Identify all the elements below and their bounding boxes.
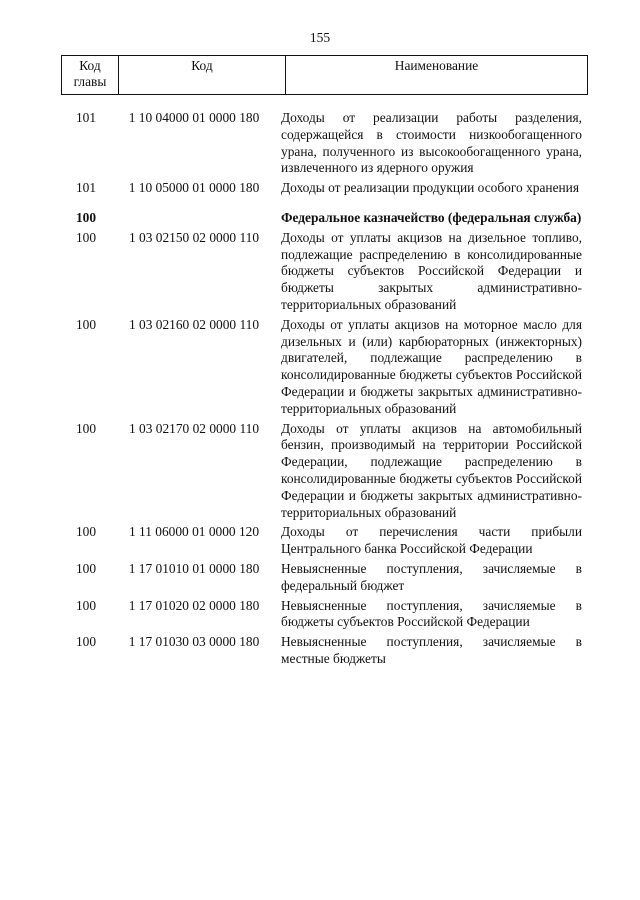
revenue-code: 1 10 05000 01 0000 180 (128, 180, 260, 196)
revenue-code: 1 03 02160 02 0000 110 (128, 316, 260, 332)
header-chapter-code: Код главы (62, 56, 119, 95)
revenue-name: Доходы от уплаты акцизов на автомобильный бензин, производимый на территории Российской Федерации, подлежащие распределению в консолидированные бюджеты субъектов Российской Федерации и бюджеты закрытых административно-территориальных образований (281, 420, 582, 520)
chapter-code: 100 (75, 229, 97, 245)
revenue-name: Доходы от уплаты акцизов на моторное масло для дизельных и (или) карбюраторных (инжекторных) двигателей, подлежащие распределению в консолидированные бюджеты субъектов Российской Федерации и бюджеты закрытых административно-территориальных образований (281, 316, 582, 416)
chapter-code: 100 (75, 524, 97, 540)
revenue-name: Невыясненные поступления, зачисляемые в бюджеты субъектов Российской Федерации (281, 597, 582, 630)
table-row (61, 634, 586, 668)
chapter-code: 100 (75, 634, 97, 650)
table-row (61, 421, 586, 522)
header-name: Наименование (286, 56, 588, 95)
revenue-code: 1 03 02170 02 0000 110 (128, 420, 260, 436)
section-heading-row (61, 210, 586, 227)
revenue-code: 1 11 06000 01 0000 120 (128, 524, 260, 540)
table-body (61, 110, 586, 671)
chapter-code: 100 (75, 597, 97, 613)
table-row (61, 180, 586, 197)
revenue-code: 1 17 01020 02 0000 180 (128, 597, 260, 613)
chapter-code: 100 (75, 209, 97, 225)
revenue-name: Доходы от перечисления части прибыли Центрального банка Российской Федерации (281, 524, 582, 557)
revenue-name: Доходы от реализации продукции особого хранения (281, 180, 579, 196)
table-row (61, 598, 586, 632)
revenue-name: Доходы от реализации работы разделения, содержащейся в стоимости низкообогащенного урана, полученного из высокообогащенного урана, извлеченного из ядерного оружия (281, 110, 582, 176)
section-title: Федеральное казначейство (федеральная служба) (281, 209, 582, 225)
table-row (61, 524, 586, 558)
chapter-code: 100 (75, 316, 97, 332)
revenue-code (111, 210, 277, 227)
revenue-code: 1 10 04000 01 0000 180 (128, 110, 260, 125)
revenue-name: Невыясненные поступления, зачисляемые в федеральный бюджет (281, 560, 582, 593)
table-row (61, 230, 586, 314)
revenue-name: Невыясненные поступления, зачисляемые в местные бюджеты (281, 634, 582, 666)
revenue-code: 1 17 01030 03 0000 180 (128, 634, 260, 650)
chapter-code: 101 (75, 110, 97, 125)
table-row (61, 561, 586, 595)
revenue-code: 1 17 01010 01 0000 180 (128, 560, 260, 576)
revenue-code: 1 03 02150 02 0000 110 (128, 229, 260, 245)
chapter-code: 101 (75, 180, 97, 196)
table-header (61, 55, 588, 95)
chapter-code: 100 (75, 420, 97, 436)
header-code: Код (119, 56, 286, 95)
table-row (61, 317, 586, 418)
chapter-code: 100 (75, 560, 97, 576)
revenue-name: Доходы от уплаты акцизов на дизельное топливо, подлежащие распределению в консолидированные бюджеты субъектов Российской Федерации и бюджеты закрытых административно-территориальных образований (281, 229, 582, 312)
page-number: 155 (309, 30, 331, 45)
table-row (61, 110, 586, 177)
